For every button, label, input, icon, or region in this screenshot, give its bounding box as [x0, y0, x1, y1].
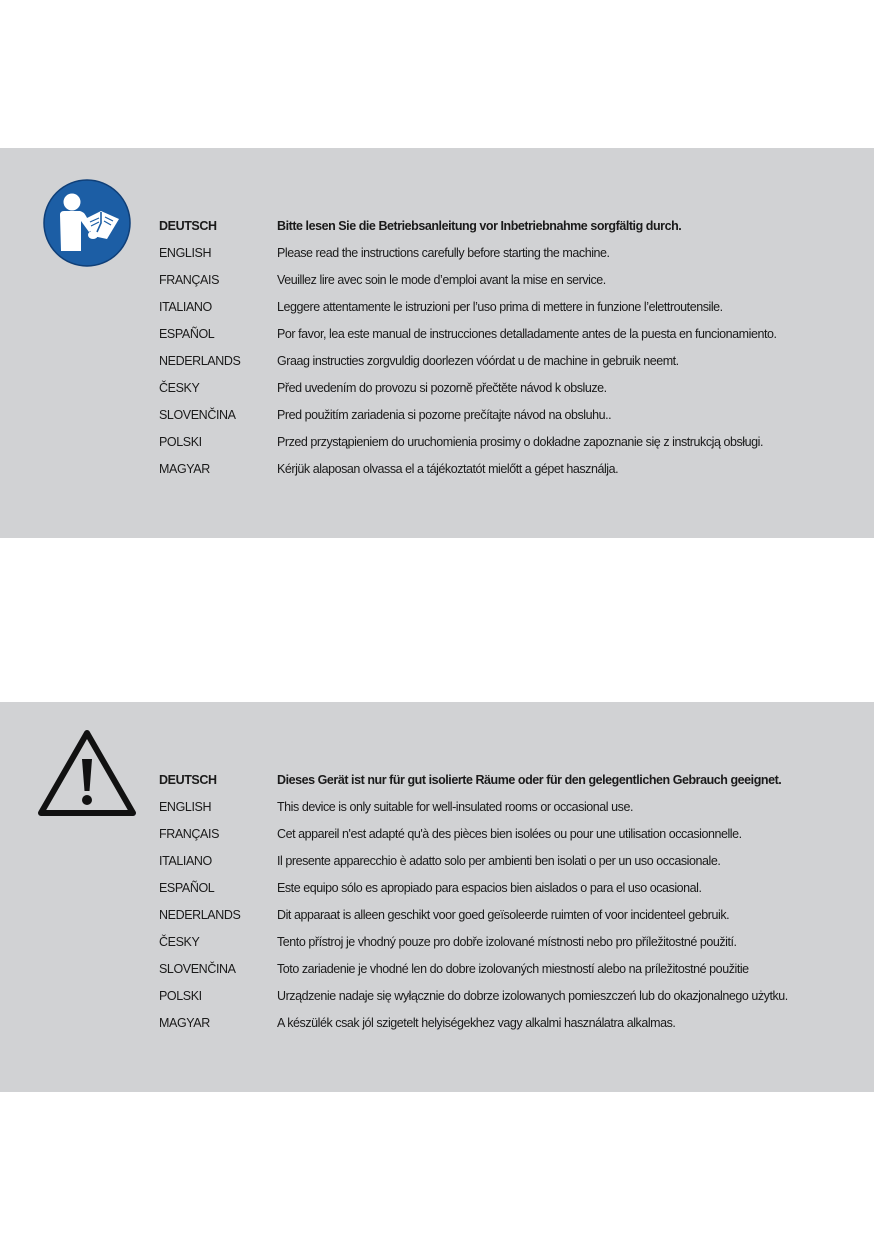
language-row-français: [159, 820, 874, 847]
language-label: SLOVENČINA: [159, 961, 236, 976]
language-label: ESPAÑOL: [159, 880, 215, 895]
instruction-text: Przed przystąpieniem do uruchomienia prosimy o dokładne zapoznanie się z instrukcją obsługi.: [277, 434, 763, 449]
language-label: DEUTSCH: [159, 772, 217, 787]
instruction-text: Pred použitím zariadenia si pozorne prečítajte návod na obsluhu..: [277, 407, 612, 422]
language-row-nederlands: [159, 901, 874, 928]
language-label: DEUTSCH: [159, 218, 217, 233]
language-row-deutsch: [159, 212, 874, 239]
language-row-polski: [159, 982, 874, 1009]
instruction-text: Bitte lesen Sie die Betriebsanleitung vor Inbetriebnahme sorgfältig durch.: [277, 218, 682, 233]
language-row-español: [159, 874, 874, 901]
instruction-text: Tento přístroj je vhodný pouze pro dobře izolované místnosti nebo pro příležitostné použití.: [277, 934, 737, 949]
language-label: MAGYAR: [159, 1015, 210, 1030]
instruction-text: Il presente apparecchio è adatto solo per ambienti ben isolati o per un uso occasionale.: [277, 853, 721, 868]
language-label: ENGLISH: [159, 799, 212, 814]
language-label: ČESKY: [159, 934, 200, 949]
language-row-italiano: [159, 293, 874, 320]
instruction-text: Dit apparaat is alleen geschikt voor goed geïsoleerde ruimten of voor incidenteel gebruik.: [277, 907, 730, 922]
language-label: POLSKI: [159, 988, 202, 1003]
instruction-text: Por favor, lea este manual de instrucciones detalladamente antes de la puesta en funcionamiento.: [277, 326, 777, 341]
language-row-česky: [159, 928, 874, 955]
language-row-english: [159, 239, 874, 266]
language-row-magyar: [159, 455, 874, 482]
language-label: FRANÇAIS: [159, 272, 220, 287]
language-row-polski: [159, 428, 874, 455]
language-label: ITALIANO: [159, 299, 212, 314]
language-row-slovenčina: [159, 955, 874, 982]
language-label: ITALIANO: [159, 853, 212, 868]
warning-panel: [0, 702, 874, 1092]
language-label: FRANÇAIS: [159, 826, 220, 841]
warning-list: [159, 766, 874, 1036]
language-row-česky: [159, 374, 874, 401]
language-label: MAGYAR: [159, 461, 210, 476]
instruction-text: A készülék csak jól szigetelt helyiségekhez vagy alkalmi használatra alkalmas.: [277, 1015, 676, 1030]
instruction-text: Leggere attentamente le istruzioni per l’uso prima di mettere in funzione l’elettroutensile.: [277, 299, 723, 314]
language-label: SLOVENČINA: [159, 407, 236, 422]
instruction-text: Před uvedením do provozu si pozorně přečtěte návod k obsluze.: [277, 380, 607, 395]
read-manual-icon: [43, 179, 131, 267]
language-label: ESPAÑOL: [159, 326, 215, 341]
language-row-deutsch: [159, 766, 874, 793]
instruction-text: Este equipo sólo es apropiado para espacios bien aislados o para el uso ocasional.: [277, 880, 702, 895]
instruction-text: Dieses Gerät ist nur für gut isolierte Räume oder für den gelegentlichen Gebrauch geeignet.: [277, 772, 782, 787]
language-row-italiano: [159, 847, 874, 874]
language-label: ČESKY: [159, 380, 200, 395]
language-row-magyar: [159, 1009, 874, 1036]
instruction-text: Please read the instructions carefully before starting the machine.: [277, 245, 610, 260]
instruction-text: Graag instructies zorgvuldig doorlezen vóórdat u de machine in gebruik neemt.: [277, 353, 679, 368]
instruction-text: Urządzenie nadaje się wyłącznie do dobrze izolowanych pomieszczeń lub do okazjonalnego użytku.: [277, 988, 788, 1003]
read-manual-panel: [0, 148, 874, 538]
language-label: ENGLISH: [159, 245, 212, 260]
language-row-slovenčina: [159, 401, 874, 428]
read-manual-list: [159, 212, 874, 482]
language-row-español: [159, 320, 874, 347]
instruction-text: This device is only suitable for well-insulated rooms or occasional use.: [277, 799, 633, 814]
instruction-text: Kérjük alaposan olvassa el a tájékoztatót mielőtt a gépet használja.: [277, 461, 619, 476]
language-label: NEDERLANDS: [159, 353, 241, 368]
language-row-nederlands: [159, 347, 874, 374]
language-label: NEDERLANDS: [159, 907, 241, 922]
instruction-text: Cet appareil n'est adapté qu'à des pièces bien isolées ou pour une utilisation occasionnelle.: [277, 826, 742, 841]
language-row-english: [159, 793, 874, 820]
instruction-text: Veuillez lire avec soin le mode d’emploi avant la mise en service.: [277, 272, 606, 287]
warning-triangle-icon: [37, 729, 137, 819]
language-label: POLSKI: [159, 434, 202, 449]
language-row-français: [159, 266, 874, 293]
instruction-text: Toto zariadenie je vhodné len do dobre izolovaných miestností alebo na príležitostné použitie: [277, 961, 749, 976]
